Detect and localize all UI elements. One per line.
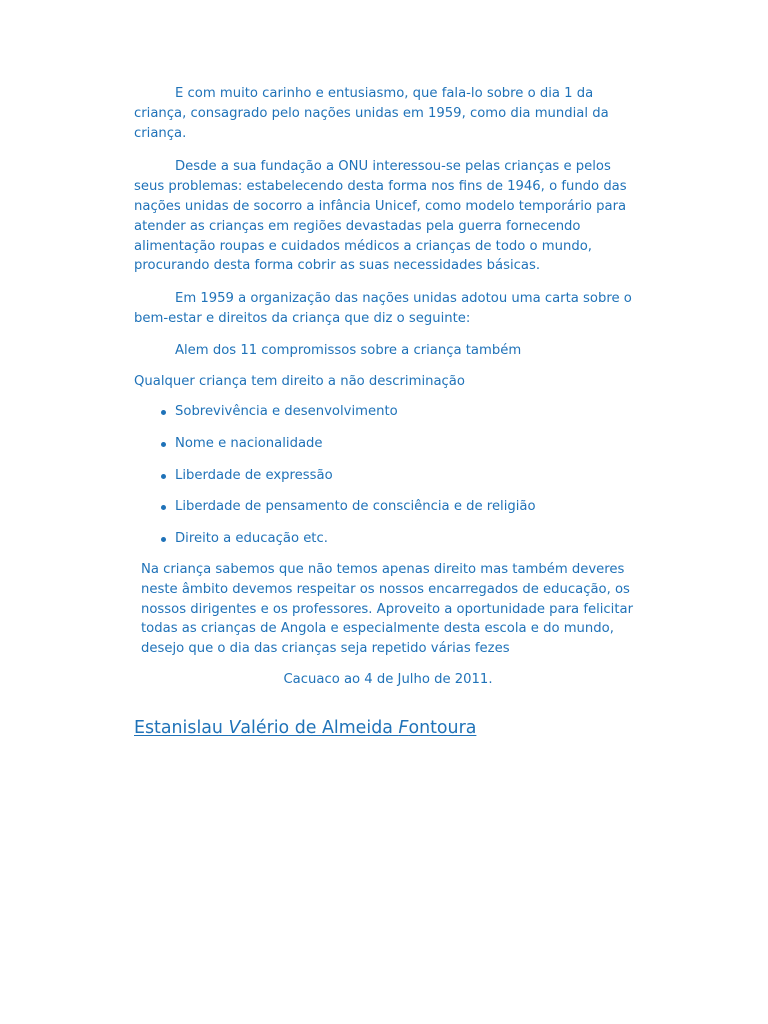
- signature-part: ontoura: [408, 718, 477, 738]
- bullet-icon: [161, 442, 166, 447]
- paragraph-carta: Em 1959 a organização das nações unidas adotou uma carta sobre o bem-estar e direitos da criança que diz o seguinte:: [134, 291, 632, 326]
- list-item-text: Direito a educação etc.: [175, 530, 328, 546]
- list-item-text: Liberdade de expressão: [175, 467, 333, 483]
- signature-part: alério de Almeida: [240, 718, 399, 738]
- document-body: [134, 84, 634, 690]
- list-item-text: Sobrevivência e desenvolvimento: [175, 404, 398, 420]
- list-item-text: Nome e nacionalidade: [175, 435, 323, 451]
- paragraph-compromissos: Alem dos 11 compromissos sobre a criança também: [175, 342, 522, 358]
- list-item: [134, 529, 634, 549]
- bullet-icon: [161, 537, 166, 542]
- signature-initial-f: F: [398, 718, 409, 738]
- bullet-icon: [161, 410, 166, 415]
- list-item: [134, 497, 634, 517]
- paragraph-qualquer: Qualquer criança tem direito a não descriminação: [134, 373, 465, 389]
- paragraph-intro: E com muito carinho e entusiasmo, que fala-lo sobre o dia 1 da criança, consagrado pelo nações unidas em 1959, como dia mundial da criança.: [134, 86, 609, 141]
- signature: [134, 716, 476, 740]
- list-item: [134, 402, 634, 422]
- signature-initial-v: V: [228, 718, 241, 738]
- bullet-icon: [161, 474, 166, 479]
- bullet-icon: [161, 505, 166, 510]
- paragraph-closing: Na criança sabemos que não temos apenas direito mas também deveres neste âmbito devemos respeitar os nossos encarregados de educação, os nossos dirigentes e os professores. Aproveito a oportunidade para felicitar todas as crianças de Angola e especialmente desta escola e do mundo, desejo que o dia das crianças seja repetido várias fezes: [141, 561, 633, 657]
- list-item-text: Liberdade de pensamento de consciência e de religião: [175, 499, 536, 515]
- rights-list: [134, 402, 634, 548]
- place-date: Cacuaco ao 4 de Julho de 2011.: [283, 671, 493, 687]
- list-item: [134, 466, 634, 486]
- paragraph-onu: Desde a sua fundação a ONU interessou-se pelas crianças e pelos seus problemas: estabelecendo desta forma nos fins de 1946, o fundo das nações unidas de socorro a infância Unicef, como modelo temporário para atender as crianças em regiões devastadas pela guerra fornecendo alimentação roupas e cuidados médicos a crianças de todo o mundo, procurando desta forma cobrir as suas necessidades básicas.: [134, 159, 627, 274]
- list-item: [134, 434, 634, 454]
- signature-part: Estanislau: [134, 718, 229, 738]
